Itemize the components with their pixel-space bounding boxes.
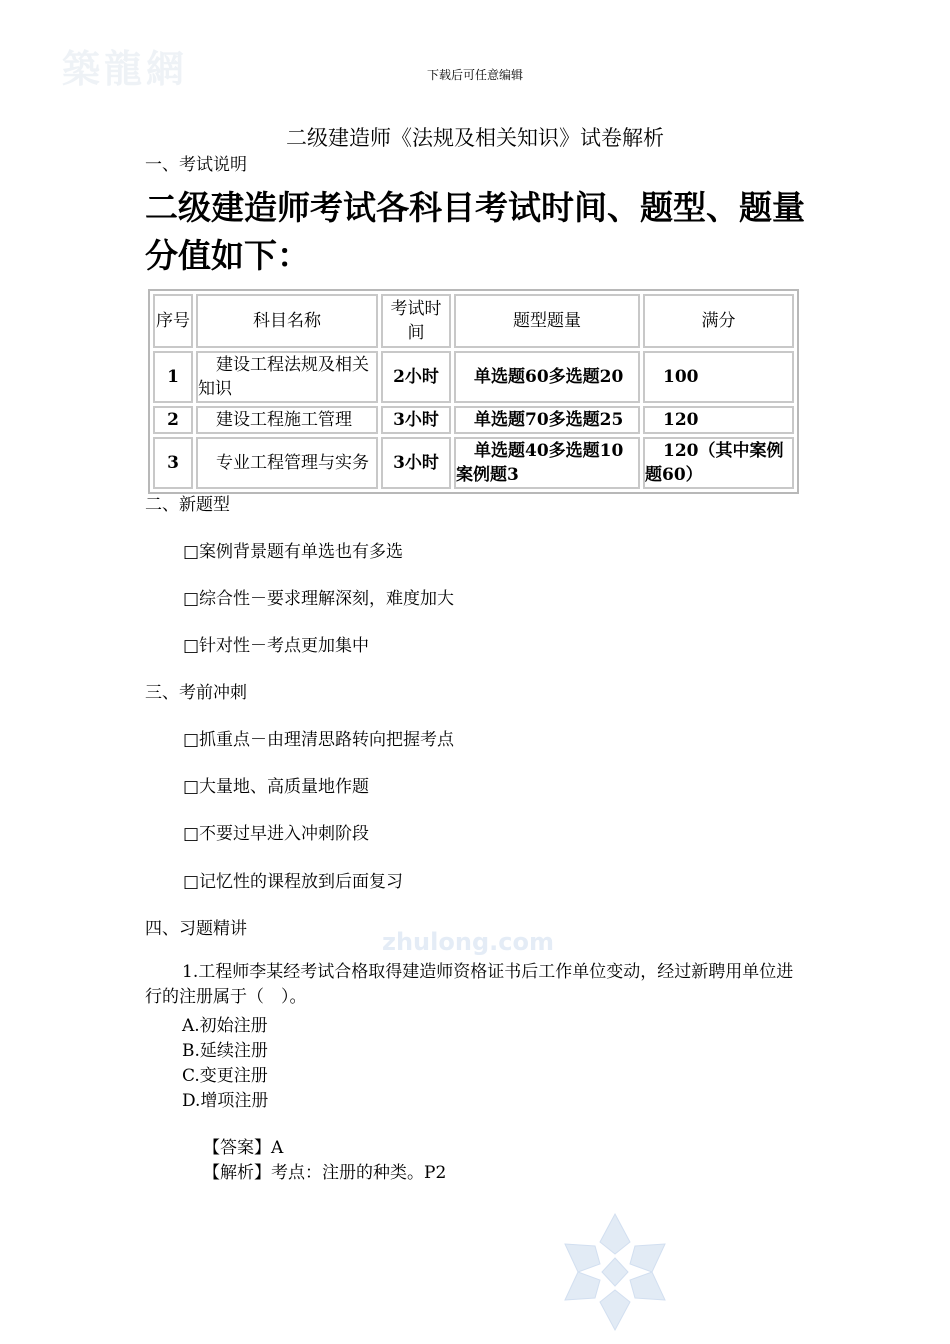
list-item: □针对性－考点更加集中 [183,636,370,656]
analysis-line: 【解析】考点：注册的种类。P2 [203,1163,447,1183]
table-row [153,437,794,489]
row-type: 单选题60多选题20 [454,351,640,403]
header-cell: 题型题量 [454,294,640,348]
row-subject: 建设工程施工管理 [196,406,378,434]
section-heading-2: 二、新题型 [145,495,230,515]
option-b: B.延续注册 [182,1041,268,1061]
row-time: 3小时 [381,406,451,434]
table-header-row [153,294,794,348]
snowflake-watermark-icon [560,1212,670,1332]
row-score: 120 [643,406,794,434]
option-a: A.初始注册 [182,1016,268,1036]
list-item: □大量地、高质量地作题 [183,777,370,797]
list-item: □案例背景题有单选也有多选 [183,542,404,562]
list-item: □抓重点－由理清思路转向把握考点 [183,730,455,750]
question-text: 1.工程师李某经考试合格取得建造师资格证书后工作单位变动，经过新聘用单位进行的注册属于（ ）。 [145,962,794,1007]
list-item: □综合性－要求理解深刻，难度加大 [183,589,455,609]
row-score: 120（其中案例题60） [643,437,794,489]
big-heading: 二级建造师考试各科目考试时间、题型、题量分值如下： [145,188,805,275]
section-heading-4: 四、习题精讲 [145,919,247,939]
row-num: 2 [153,406,193,434]
row-subject: 建设工程法规及相关知识 [196,351,378,403]
section-heading-1: 一、考试说明 [145,155,247,175]
document-title: 二级建造师《法规及相关知识》试卷解析 [286,126,664,150]
table-row [153,351,794,403]
list-item: □记忆性的课程放到后面复习 [183,872,404,892]
row-num: 1 [153,351,193,403]
row-subject: 专业工程管理与实务 [196,437,378,489]
row-time: 3小时 [381,437,451,489]
row-num: 3 [153,437,193,489]
exam-table [148,289,799,494]
top-note: 下载后可任意编辑 [426,68,523,82]
header-cell: 序号 [153,294,193,348]
header-cell: 满分 [643,294,794,348]
option-c: C.变更注册 [182,1066,268,1086]
row-type: 单选题40多选题10案例题3 [454,437,640,489]
table-row [153,406,794,434]
row-score: 100 [643,351,794,403]
option-d: D.增项注册 [182,1091,269,1111]
row-type: 单选题70多选题25 [454,406,640,434]
section-heading-3: 三、考前冲刺 [145,683,247,703]
header-cell: 考试时间 [381,294,451,348]
answer-line: 【答案】A [203,1138,284,1158]
header-cell: 科目名称 [196,294,378,348]
row-time: 2小时 [381,351,451,403]
list-item: □不要过早进入冲刺阶段 [183,824,370,844]
watermark-site: zhulong.com [382,928,554,956]
watermark-logo: 築龍網 [62,46,189,91]
